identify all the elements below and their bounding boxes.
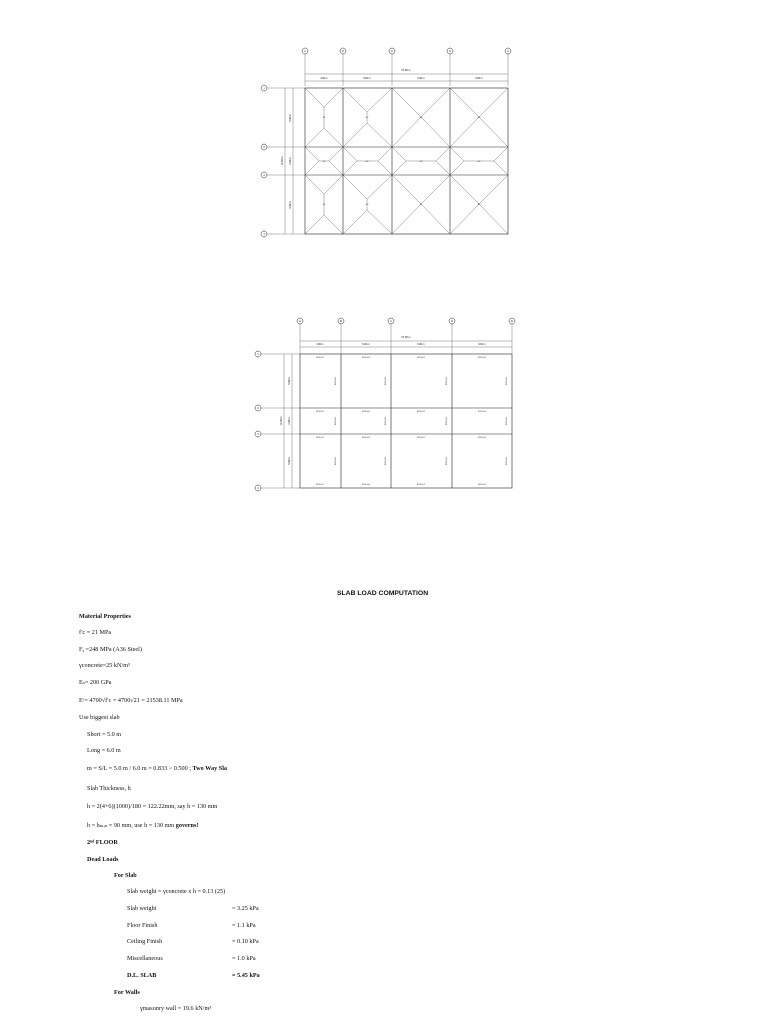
side-dim-12: 5.00 m	[289, 114, 292, 122]
panel-label: S1	[322, 117, 326, 119]
beam-label: B250x45	[335, 417, 337, 425]
side-dim-12: 5.00 m	[288, 377, 291, 385]
beam-label: B250x45	[385, 457, 387, 465]
overall-dimension: 27.00 m	[401, 336, 411, 339]
panel-label: S4	[419, 161, 423, 163]
grid-label-3: 3	[257, 433, 259, 436]
beam-label: B250x45	[446, 417, 448, 425]
beam-label: B250x45	[335, 457, 337, 465]
h-formula: h = 2(4+6)(1000)/180 = 122.22mm, say h = 130 mm	[87, 803, 218, 810]
side-dim-23: 2.00 m	[288, 417, 291, 425]
beam-label: B250x45	[506, 377, 508, 385]
page-title: SLAB LOAD COMPUTATION	[337, 590, 429, 597]
ec-value: Eᶜ= 4700√f′c = 4700√21 = 21538.11 MPa	[79, 697, 183, 704]
fy-value: Fᵧ =248 MPa (A36 Steel)	[79, 646, 142, 653]
bay-dim-ab: 4.00 m	[316, 343, 324, 346]
slab-weight-formula: Slab weight = γconcrete x h = 0.13 (25)	[127, 888, 226, 895]
grid-label-e: E	[511, 320, 513, 323]
load-value: = 1.1 kPa	[232, 922, 256, 929]
beam-label: B250x45	[506, 417, 508, 425]
grid-label-d: D	[449, 50, 451, 53]
panel-label: S2	[419, 117, 423, 119]
side-total-dim: 12.00 m	[281, 156, 284, 166]
fc-value: f′c = 21 MPa	[79, 629, 112, 636]
load-name: Ceiling Finish	[127, 938, 163, 945]
grid-label-b: B	[340, 320, 342, 323]
grid-label-4: 4	[263, 233, 265, 236]
grid-label-1: 1	[257, 353, 259, 356]
beam-label: B250x45	[446, 377, 448, 385]
es-value: Eₛ= 200 GPa	[79, 679, 112, 686]
load-value: = 3.25 kPa	[232, 905, 259, 912]
floor-heading: 2ⁿᵈ FLOOR	[87, 839, 118, 846]
beam-label: B250x47	[316, 437, 324, 439]
beam-label: B250x50	[478, 484, 486, 486]
overall-dimension: 27.00 m	[401, 69, 411, 72]
for-walls-heading: For Walls	[114, 989, 140, 996]
grid-label-1: 1	[263, 87, 265, 90]
beam-label: B250x50	[478, 437, 486, 439]
grid-label-c: C	[391, 50, 393, 53]
bay-dim-de: 6.00 m	[478, 343, 486, 346]
for-slab-heading: For Slab	[114, 872, 137, 879]
panel-label: S4	[477, 161, 481, 163]
panel-label: S2	[365, 204, 369, 206]
grid-label-2: 2	[257, 407, 259, 410]
beam-label: B250x52	[417, 357, 425, 359]
dead-loads-heading: Dead Loads	[87, 856, 119, 863]
bay-dim-bc: 5.00 m	[363, 77, 371, 80]
beam-label: B250x50	[362, 484, 370, 486]
grid-label-2: 2	[263, 146, 265, 149]
m-ratio-formula: m = S/L = 5.0 m / 6.0 m = 0.833 > 0.500 ;	[87, 765, 191, 772]
load-value: = 1.0 kPa	[232, 955, 256, 962]
h-min-text: h = hₘᵢₙ = 90 mm, use h = 130 mm	[87, 822, 175, 829]
bay-dim-de: 6.00 m	[475, 77, 483, 80]
load-name: Miscellaneous	[127, 955, 163, 962]
load-name: Floor Finish	[127, 922, 158, 929]
beam-label: B250x52	[417, 411, 425, 413]
load-name: Slab weight	[127, 905, 157, 912]
beam-label: B250x45	[446, 457, 448, 465]
panel-label: S2	[477, 117, 481, 119]
beam-label: B250x47	[316, 411, 324, 413]
beam-label: B250x52	[417, 484, 425, 486]
thickness-heading: Slab Thickness, h	[87, 785, 131, 792]
load-value: = 0.10 kPa	[232, 938, 259, 945]
bay-dim-cd: 6.00 m	[417, 77, 425, 80]
grid-label-c: C	[390, 320, 392, 323]
beam-label: B250x47	[316, 357, 324, 359]
dl-slab-label: D.L. SLAB	[127, 972, 157, 979]
wall-gamma: γmasonry wall = 19.6 kN/m³	[140, 1005, 212, 1012]
beam-label: B250x50	[362, 411, 370, 413]
panel-label: S2	[365, 117, 369, 119]
beam-label: B250x45	[335, 377, 337, 385]
side-total-dim: 12.00 m	[280, 416, 283, 426]
beam-label: B250x45	[385, 377, 387, 385]
gamma-value: γconcrete=25 kN/m³	[79, 662, 130, 669]
m-ratio	[87, 765, 227, 773]
section-heading: Material Properties	[79, 613, 131, 620]
short-span: Short = 5.0 m	[87, 731, 122, 738]
dl-slab-value: = 5.45 kPa	[232, 972, 260, 979]
grid-label-4: 4	[257, 487, 259, 490]
long-span: Long = 6.0 m	[87, 747, 121, 754]
beam-label: B250x50	[362, 357, 370, 359]
panel-label: S1	[322, 204, 326, 206]
beam-label: B250x50	[478, 357, 486, 359]
side-dim-34: 5.00 m	[289, 201, 292, 209]
grid-label-a: A	[299, 320, 301, 323]
panel-label: S2	[477, 204, 481, 206]
panel-label: S3	[322, 161, 326, 163]
use-slab-text: Use biggest slab	[79, 714, 120, 721]
beam-label: B250x45	[506, 457, 508, 465]
grid-label-b: B	[342, 50, 344, 53]
bay-dim-ab: 4.00 m	[320, 77, 328, 80]
bay-dim-cd: 6.00 m	[417, 343, 425, 346]
beam-label: B250x50	[362, 437, 370, 439]
h-min	[87, 822, 198, 830]
beam-label: B250x45	[385, 417, 387, 425]
m-ratio-result: Two Way Sla	[192, 765, 228, 772]
bay-dim-bc: 5.00 m	[362, 343, 370, 346]
panel-label: S4	[365, 161, 369, 163]
governs-text: governs!	[175, 822, 199, 829]
side-dim-34: 5.00 m	[288, 457, 291, 465]
grid-label-e: E	[507, 50, 509, 53]
beam-label: B250x47	[316, 484, 324, 486]
panel-label: S2	[419, 204, 423, 206]
beam-label: B250x52	[417, 437, 425, 439]
grid-label-3: 3	[263, 174, 265, 177]
grid-label-a: A	[304, 50, 306, 53]
side-dim-23: 2.00 m	[289, 157, 292, 165]
grid-label-d: D	[451, 320, 453, 323]
beam-label: B250x50	[478, 411, 486, 413]
